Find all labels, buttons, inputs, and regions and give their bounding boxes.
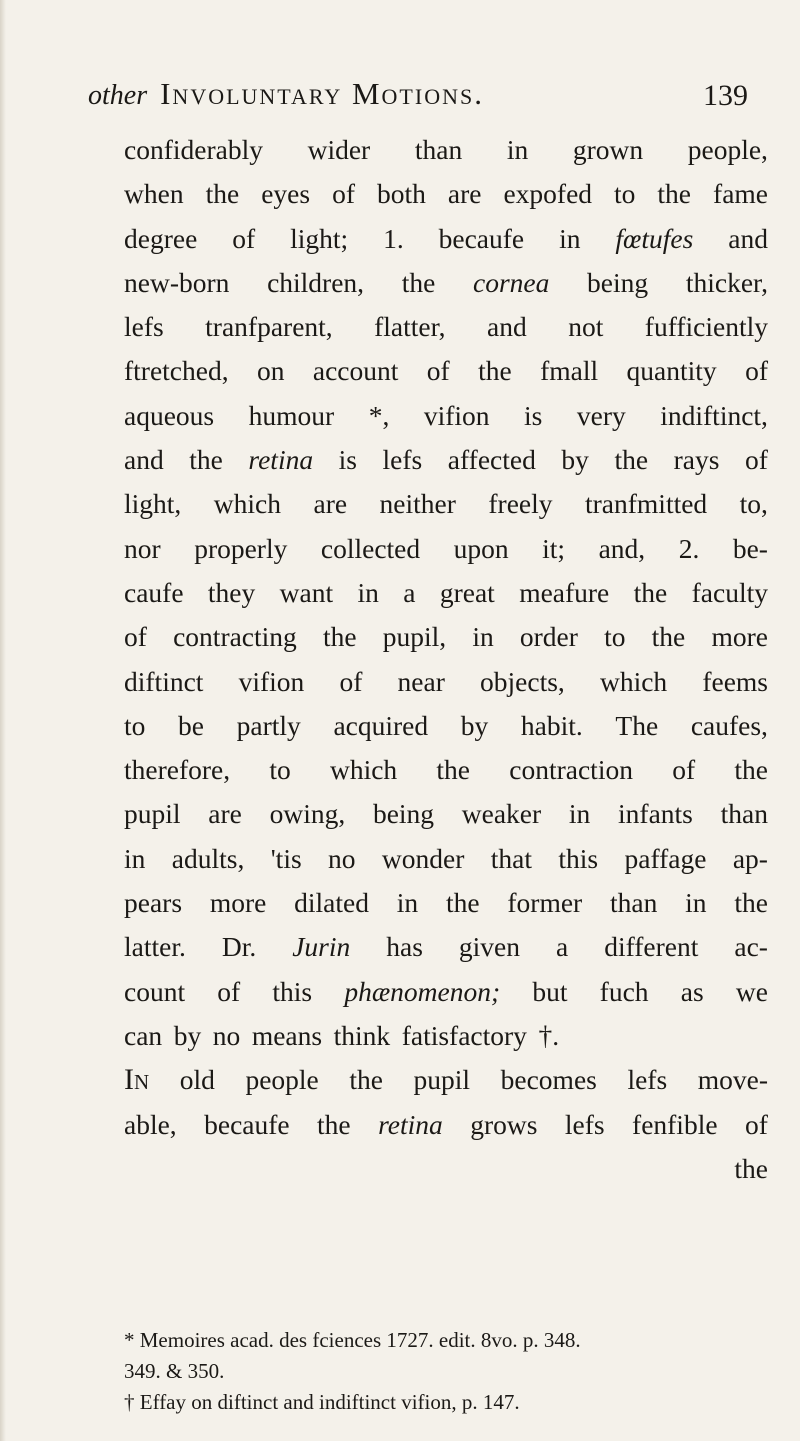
word: expofed	[503, 178, 593, 210]
word: Dr.	[221, 931, 257, 963]
word: becaufe	[438, 222, 525, 254]
word: no	[328, 842, 356, 874]
word: becomes	[500, 1064, 597, 1096]
word: upon	[453, 532, 509, 564]
word: habit.	[520, 709, 583, 741]
word: and	[728, 222, 768, 254]
word: contracting	[173, 621, 297, 653]
word: of	[217, 975, 241, 1007]
word: by	[460, 709, 489, 741]
word: In	[124, 1063, 150, 1097]
word: fame	[713, 178, 768, 210]
word: of	[426, 355, 450, 387]
word: means	[251, 1019, 323, 1051]
text-line	[124, 1014, 768, 1058]
word: pears	[124, 887, 183, 919]
word: they	[207, 576, 256, 608]
word: which	[599, 665, 668, 697]
text-line	[124, 438, 768, 482]
word: humour	[248, 399, 335, 431]
word: dilated	[294, 887, 369, 919]
word: people,	[687, 134, 768, 165]
word: given	[458, 931, 521, 963]
word: fufficiently	[644, 311, 768, 343]
word: nor	[124, 532, 161, 564]
text-line	[124, 837, 768, 881]
word: *,	[368, 399, 390, 431]
text-line	[124, 217, 768, 261]
word: that	[490, 842, 533, 874]
word: near	[397, 665, 445, 697]
word: light,	[124, 488, 182, 520]
word: the	[436, 754, 471, 786]
word: than	[414, 134, 463, 165]
word: and,	[598, 532, 646, 564]
word: in	[124, 842, 146, 874]
word: the	[317, 1108, 351, 1140]
word: being	[587, 266, 649, 298]
word: to	[604, 621, 626, 653]
word: cornea	[473, 266, 550, 298]
word: to,	[739, 488, 768, 520]
text-line	[124, 881, 768, 925]
word: the	[205, 178, 240, 210]
word: a	[556, 931, 569, 963]
word: caufes,	[690, 709, 768, 741]
word: †.	[538, 1019, 560, 1051]
text-line	[124, 172, 768, 216]
text-line	[124, 1058, 768, 1102]
word: quantity	[626, 355, 717, 387]
page-edge	[0, 0, 6, 1441]
word: The	[615, 709, 659, 741]
word: which	[329, 754, 398, 786]
word: to	[269, 754, 291, 786]
word: thicker,	[685, 266, 768, 298]
word: when	[124, 178, 184, 210]
word: rays	[673, 444, 720, 476]
word: old	[179, 1064, 215, 1096]
word: objects,	[480, 665, 565, 697]
word: the	[734, 754, 768, 786]
word: properly	[194, 532, 288, 564]
word: order	[519, 621, 578, 653]
word: can	[124, 1019, 163, 1051]
word: flatter,	[374, 311, 446, 343]
word: lefs	[382, 444, 423, 476]
word: diftinct	[124, 665, 204, 697]
word: great	[439, 576, 495, 608]
word: former	[507, 887, 583, 919]
word: this	[558, 842, 599, 874]
word: of	[339, 665, 363, 697]
footnote-line: 349. & 350.	[124, 1359, 225, 1383]
text-line	[124, 128, 768, 172]
word: is	[524, 399, 543, 431]
word: people	[245, 1064, 319, 1096]
word: becaufe	[204, 1108, 290, 1140]
word: grows	[470, 1108, 538, 1140]
word: indiftinct,	[660, 399, 768, 431]
word: the	[478, 355, 512, 387]
word: think	[333, 1019, 391, 1051]
text-line	[124, 1147, 768, 1191]
word: in	[568, 798, 591, 830]
word: on	[256, 355, 285, 387]
word: owing,	[269, 798, 346, 830]
word: in	[685, 887, 707, 919]
word: the	[657, 178, 692, 210]
word: ap-	[732, 842, 768, 874]
word: are	[208, 798, 242, 830]
word: the	[651, 621, 686, 653]
text-line	[124, 925, 768, 969]
text-line	[124, 305, 768, 349]
word: wider	[307, 134, 371, 165]
word: by	[173, 1019, 202, 1051]
word: collected	[320, 532, 421, 564]
word: the	[401, 266, 436, 298]
word: to	[614, 178, 636, 210]
word: in	[506, 134, 529, 165]
footnotes	[124, 1325, 764, 1418]
text-line	[124, 482, 768, 526]
word: pupil	[124, 798, 181, 830]
word: adults,	[171, 842, 245, 874]
word: no	[212, 1019, 241, 1051]
word: 2.	[678, 532, 700, 564]
word: very	[576, 399, 626, 431]
word: which	[213, 488, 281, 520]
word: ftretched,	[124, 355, 229, 387]
word: fenfible	[632, 1108, 718, 1140]
word: than	[610, 887, 658, 919]
word: lefs	[564, 1108, 605, 1140]
word: eyes	[261, 178, 311, 210]
word: both	[376, 178, 426, 210]
word: are	[313, 488, 348, 520]
word: tranfmitted	[585, 488, 708, 520]
word: infants	[618, 798, 693, 830]
word: the	[322, 621, 357, 653]
text-line	[124, 1103, 768, 1147]
word: meafure	[519, 576, 610, 608]
word: Jurin	[292, 931, 351, 963]
word: in	[357, 576, 379, 608]
word: in	[472, 621, 494, 653]
text-line	[124, 970, 768, 1014]
word: move-	[697, 1064, 768, 1096]
word: lefs	[627, 1064, 668, 1096]
word: in	[559, 222, 581, 254]
word: the	[633, 576, 668, 608]
word: pupil	[413, 1064, 471, 1096]
word: being	[372, 798, 435, 830]
word: faculty	[691, 576, 768, 608]
word: has	[386, 931, 423, 963]
word: partly	[236, 709, 301, 741]
word: grown	[572, 134, 644, 165]
word: more	[209, 887, 267, 919]
word: lefs	[124, 311, 164, 343]
word: of	[744, 1108, 768, 1140]
word: more	[711, 621, 768, 653]
word: fmall	[540, 355, 599, 387]
word: of	[332, 178, 355, 210]
word: fatisfactory	[401, 1019, 527, 1051]
word: neither	[379, 488, 456, 520]
word: ac-	[734, 931, 768, 963]
word: retina	[248, 444, 314, 476]
word: latter.	[124, 931, 186, 963]
word: affected	[447, 444, 536, 476]
body-text	[124, 128, 768, 1191]
word: vifion	[238, 665, 305, 697]
word: as	[680, 975, 704, 1007]
word: account	[312, 355, 399, 387]
word: 1.	[383, 222, 404, 254]
word: phænomenon;	[344, 975, 501, 1007]
word: in	[396, 887, 419, 919]
word: aqueous	[124, 399, 215, 431]
running-head-italic: other	[88, 80, 148, 111]
running-head-title: Involuntary Motions.	[160, 76, 484, 111]
text-line	[124, 571, 768, 615]
word: count	[124, 975, 186, 1007]
word: caufe	[124, 576, 184, 608]
word: acquired	[333, 709, 429, 741]
word: of	[232, 222, 256, 254]
word: of	[744, 444, 768, 476]
word: are	[447, 178, 482, 210]
word: be-	[732, 532, 768, 564]
text-line	[124, 792, 768, 836]
text-line	[124, 748, 768, 792]
word: of	[745, 355, 768, 387]
text-line	[124, 615, 768, 659]
word: it;	[542, 532, 566, 564]
word: but	[532, 975, 568, 1007]
word: vifion	[423, 399, 490, 431]
text-line	[124, 349, 768, 393]
word: retina	[378, 1108, 443, 1140]
word: to	[124, 709, 146, 741]
footnote-line: † Effay on diftinct and indiftinct vifion, p. 147.	[124, 1390, 520, 1414]
word: is	[338, 444, 357, 476]
text-line	[124, 527, 768, 571]
word: of	[124, 621, 147, 653]
word: confiderably	[124, 134, 263, 165]
word: children,	[267, 266, 365, 298]
word: new-born	[124, 266, 230, 298]
word: a	[403, 576, 416, 608]
word: wonder	[381, 842, 465, 874]
word: the	[349, 1064, 383, 1096]
word: fuch	[599, 975, 649, 1007]
word: tranfparent,	[205, 311, 333, 343]
text-line	[124, 660, 768, 704]
footnote-line: * Memoires acad. des fciences 1727. edit. 8vo. p. 348.	[124, 1328, 581, 1352]
word: degree	[124, 222, 198, 254]
word: we	[735, 975, 768, 1007]
word: able,	[124, 1108, 177, 1140]
word: the	[734, 887, 768, 919]
text-line	[124, 394, 768, 438]
word: than	[720, 798, 768, 830]
word: weaker	[461, 798, 542, 830]
word: the	[445, 887, 480, 919]
word: be	[178, 709, 204, 741]
word: want	[279, 576, 334, 608]
word: the	[734, 1152, 768, 1184]
word: the	[614, 444, 649, 476]
word: paffage	[624, 842, 707, 874]
word: pupil,	[382, 621, 447, 653]
word: freely	[488, 488, 553, 520]
word: 'tis	[270, 842, 302, 874]
word: contraction	[509, 754, 633, 786]
page-number: 139	[703, 79, 748, 112]
word: and	[124, 444, 164, 476]
word: by	[561, 444, 589, 476]
word: feems	[702, 665, 768, 697]
word: the	[189, 444, 223, 476]
word: therefore,	[124, 754, 231, 786]
word: different	[604, 931, 699, 963]
text-line	[124, 261, 768, 305]
word: light;	[290, 222, 349, 254]
word: fœtufes	[615, 222, 694, 254]
word: this	[272, 975, 313, 1007]
word: not	[568, 311, 604, 343]
word: and	[487, 311, 527, 343]
word: of	[672, 754, 696, 786]
text-line	[124, 704, 768, 748]
running-header	[88, 72, 748, 116]
